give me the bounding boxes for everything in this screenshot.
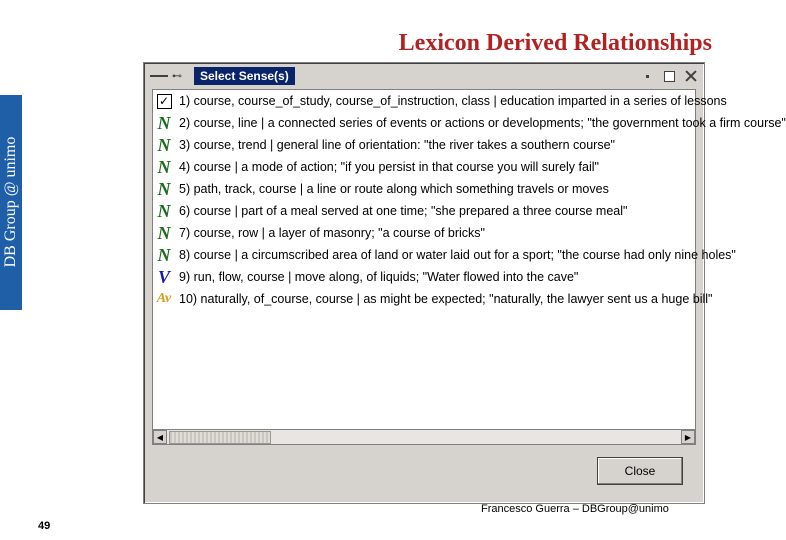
slide-title: Lexicon Derived Relationships [398,30,712,56]
noun-icon: N [157,244,171,265]
sense-text: 6) course | part of a meal served at one time; "she prepared a three course meal" [179,204,628,218]
noun-icon: N [157,112,171,133]
dialog-titlebar[interactable] [148,66,700,86]
close-button[interactable]: Close [597,457,683,485]
noun-icon: N [157,200,171,221]
footer-credit: Francesco Guerra – DBGroup@unimo [481,503,669,515]
scroll-track[interactable] [167,430,681,444]
horizontal-scrollbar[interactable] [153,429,695,444]
noun-icon: N [157,134,171,155]
close-icon[interactable] [682,68,700,84]
sense-text: 10) naturally, of_course, course | as might be expected; "naturally, the lawyer sent us a huge bill" [179,292,713,306]
sense-row[interactable] [153,222,485,244]
sense-row[interactable] [153,266,578,288]
noun-icon: N [157,178,171,199]
maximize-icon[interactable] [660,68,678,84]
sense-list[interactable] [152,89,786,445]
verb-icon: V [157,266,170,287]
select-sense-dialog [143,62,786,504]
scroll-left-icon[interactable]: ◀ [153,430,167,444]
sense-row[interactable] [153,244,736,266]
sense-text: 2) course, line | a connected series of events or actions or developments; "the government took a firm course" [179,116,786,130]
sense-list-viewport [153,90,786,428]
sense-row[interactable] [153,90,727,112]
sense-text: 9) run, flow, course | move along, of liquids; "Water flowed into the cave" [179,270,579,284]
sense-text: 7) course, row | a layer of masonry; "a course of bricks" [179,226,485,240]
sense-row[interactable] [153,134,615,156]
sense-text: 5) path, track, course | a line or route along which something travels or moves [179,182,609,196]
sense-row[interactable] [153,200,627,222]
minimize-icon[interactable] [638,68,656,84]
dialog-title: Select Sense(s) [194,67,295,85]
scroll-thumb[interactable] [169,431,271,444]
scroll-right-icon[interactable]: ▶ [681,430,695,444]
window-menu-icon[interactable]: ⊷ [148,71,194,82]
sense-checkbox[interactable]: ✓ [157,94,172,109]
sense-row[interactable] [153,178,609,200]
checkbox-checked-icon[interactable] [153,94,175,109]
sense-text: 3) course, trend | general line of orientation: "the river takes a southern course" [179,138,615,152]
noun-icon: N [157,156,171,177]
side-label: DB Group @ unimo [2,136,19,268]
sense-text: 4) course | a mode of action; "if you persist in that course you will surely fail" [179,160,599,174]
sense-row[interactable] [153,112,786,134]
noun-icon: N [157,222,171,243]
sense-text: 8) course | a circumscribed area of land or water laid out for a sport; "the course had only nine holes" [179,248,736,262]
adverb-icon: Av [156,291,172,306]
sense-row[interactable] [153,156,599,178]
page-number: 49 [38,520,51,532]
sense-text: 1) course, course_of_study, course_of_instruction, class | education imparted in a series of lessons [179,94,727,108]
sense-row[interactable] [153,288,712,310]
